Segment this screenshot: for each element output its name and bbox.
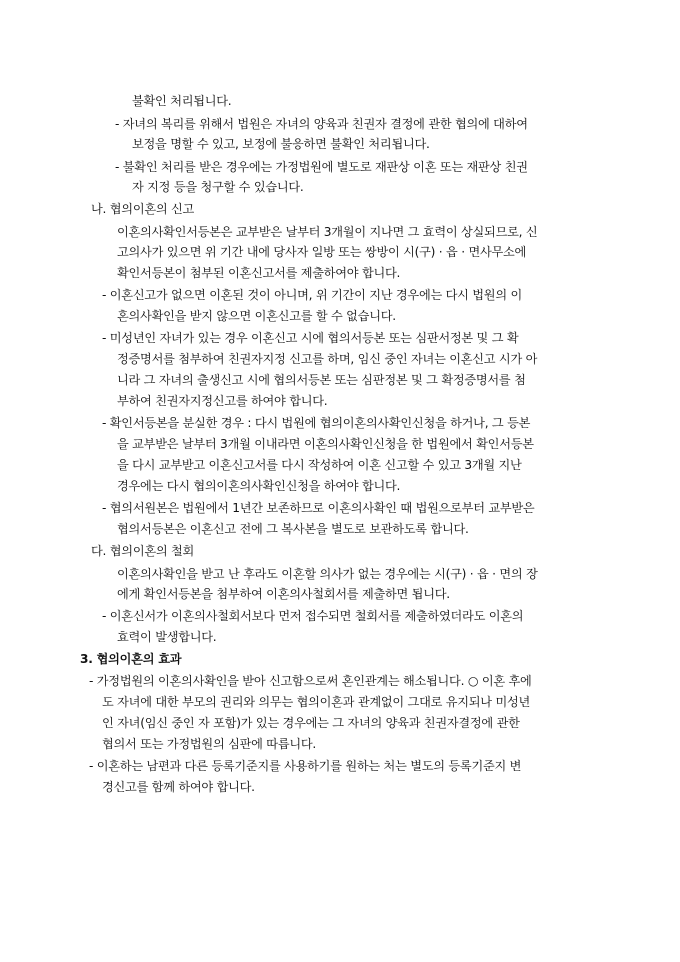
text-line: 을 교부받은 날부터 3개월 이내라면 이혼의사확인신청을 한 법원에서 확인서등본 <box>117 437 534 451</box>
list-item: - 가정법원의 이혼의사확인을 받아 신고함으로써 혼인관계는 해소됩니다. ○ 이혼 후에 <box>89 674 532 688</box>
text-line: 이혼의사확인을 받고 난 후라도 이혼할 의사가 없는 경우에는 시(구) · 읍 · 면의 장 <box>117 567 538 581</box>
text-line: 협의서 또는 가정법원의 심판에 따릅니다. <box>102 737 317 751</box>
text-line: 정증명서를 첨부하여 친권자지정 신고를 하며, 임신 중인 자녀는 이혼신고 시가 아 <box>117 352 538 366</box>
text-line: 보정을 명할 수 있고, 보정에 불응하면 불확인 처리됩니다. <box>132 137 430 151</box>
text-line: 경신고를 함께 하여야 합니다. <box>102 780 255 794</box>
text-line: 고의사가 있으면 위 기간 내에 당사자 일방 또는 쌍방이 시(구) · 읍 · 면사무소에 <box>117 245 527 259</box>
list-item: - 협의서원본은 법원에서 1년간 보존하므로 이혼의사확인 때 법원으로부터 교부받은 <box>102 501 535 515</box>
section-heading: 나. 협의이혼의 신고 <box>91 202 195 216</box>
list-item: - 이혼신서가 이혼의사철회서보다 먼저 접수되면 철회서를 제출하였더라도 이혼의 <box>102 609 524 623</box>
text-line: 확인서등본이 첨부된 이혼신고서를 제출하여야 합니다. <box>117 266 401 280</box>
text-line: 이혼의사확인서등본은 교부받은 날부터 3개월이 지나면 그 효력이 상실되므로, 신 <box>117 225 538 239</box>
text-line: 부하여 친권자지정신고를 하여야 합니다. <box>117 394 328 408</box>
section-heading: 다. 협의이혼의 철회 <box>91 544 195 558</box>
section-heading: 3. 협의이혼의 효과 <box>80 652 182 666</box>
text-line: 불확인 처리됩니다. <box>132 94 232 108</box>
text-line: 효력이 발생합니다. <box>117 630 217 644</box>
text-line: 협의서등본은 이혼신고 전에 그 복사본을 별도로 보관하도록 합니다. <box>117 522 469 536</box>
list-item: - 불확인 처리를 받은 경우에는 가정법원에 별도로 재판상 이혼 또는 재판상 친권 <box>115 160 528 174</box>
text-line: 경우에는 다시 협의이혼의사확인신청을 하여야 합니다. <box>117 479 401 493</box>
text-line: 인 자녀(임신 중인 자 포함)가 있는 경우에는 그 자녀의 양육과 친권자결정에 관한 <box>102 716 520 730</box>
text-line: 도 자녀에 대한 부모의 권리와 의무는 협의이혼과 관계없이 그대로 유지되나 미성년 <box>102 695 531 709</box>
text-line: 자 지정 등을 청구할 수 있습니다. <box>132 180 304 194</box>
text-line: 혼의사확인을 받지 않으면 이혼신고를 할 수 없습니다. <box>117 309 396 323</box>
list-item: - 이혼하는 남편과 다른 등록기준지를 사용하기를 원하는 처는 별도의 등록기준지 변 <box>89 759 522 773</box>
list-item: - 이혼신고가 없으면 이혼된 것이 아니며, 위 기간이 지난 경우에는 다시 법원의 이 <box>102 288 522 302</box>
text-line: 을 다시 교부받고 이혼신고서를 다시 작성하여 이혼 신고할 수 있고 3개월 지난 <box>117 458 522 472</box>
list-item: - 자녀의 복리를 위해서 법원은 자녀의 양육과 친권자 결정에 관한 협의에 대하여 <box>115 117 528 131</box>
list-item: - 확인서등본을 분실한 경우 : 다시 법원에 협의이혼의사확인신청을 하거나, 그 등본 <box>102 416 531 430</box>
list-item: - 미성년인 자녀가 있는 경우 이혼신고 시에 협의서등본 또는 심판서정본 및 그 확 <box>102 331 519 345</box>
text-line: 니라 그 자녀의 출생신고 시에 협의서등본 또는 심판정본 및 그 확정증명서를 첨 <box>117 373 526 387</box>
text-line: 에게 확인서등본을 첨부하여 이혼의사철회서를 제출하면 됩니다. <box>117 587 450 601</box>
